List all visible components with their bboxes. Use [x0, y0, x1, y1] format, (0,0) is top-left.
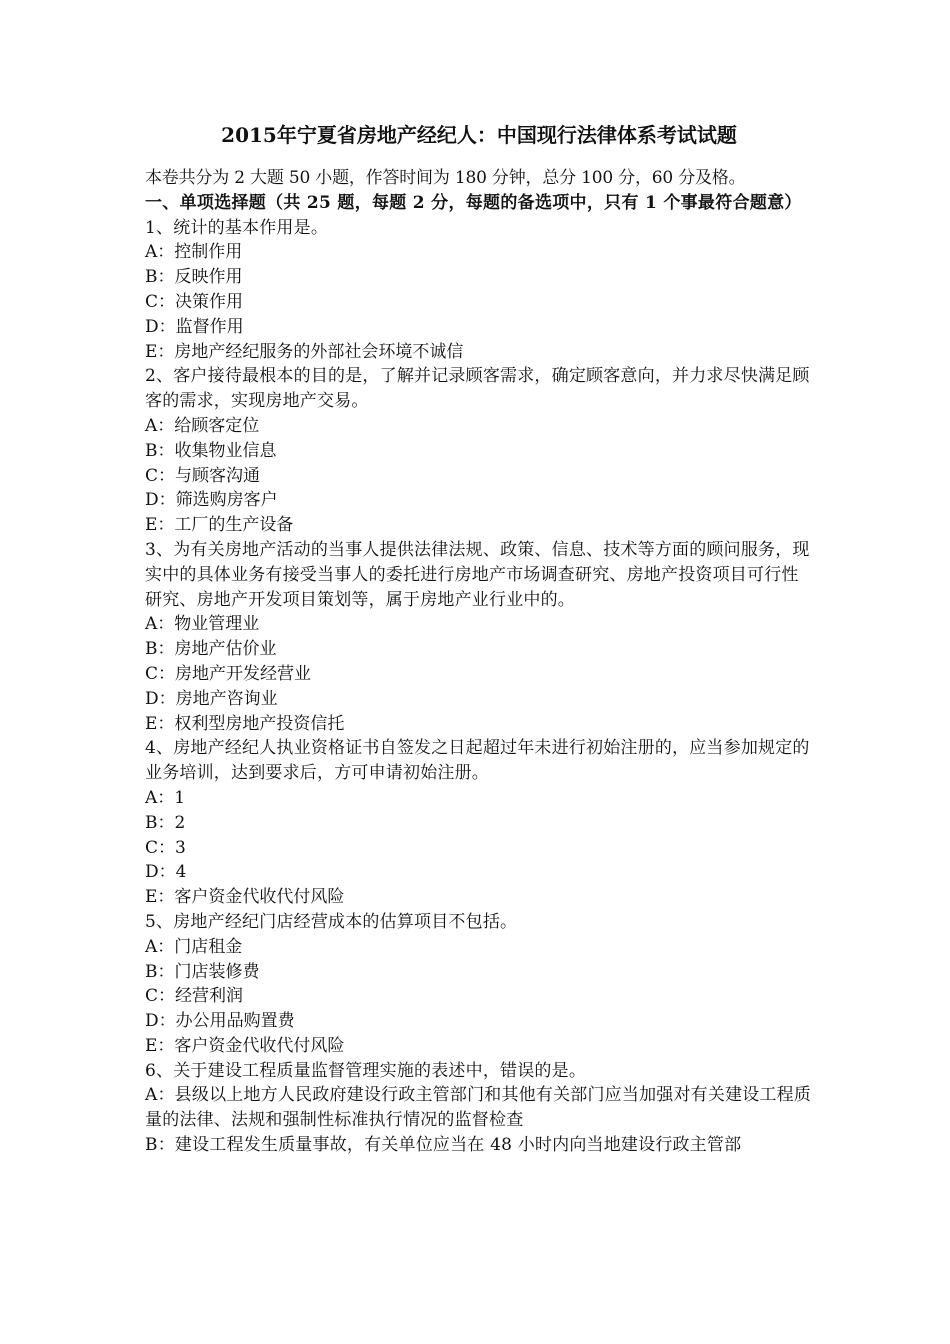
- question-block: [145, 538, 813, 736]
- answer-option: E：工厂的生产设备: [145, 515, 294, 536]
- answer-option: D：办公用品购置费: [145, 1011, 295, 1032]
- document-page: [145, 120, 813, 1158]
- question-block: [145, 364, 813, 538]
- answer-option: A：1: [145, 787, 186, 808]
- question-block: [145, 1059, 813, 1158]
- answer-option: B：房地产估价业: [145, 639, 277, 660]
- answer-option: E：权利型房地产投资信托: [145, 713, 345, 734]
- section-heading: 一、单项选择题（共 25 题，每题 2 分，每题的备选项中，只有 1 个事最符合题意）: [145, 192, 802, 213]
- answer-option: C：决策作用: [145, 291, 244, 312]
- answer-option: A：门店租金: [145, 936, 243, 957]
- exam-intro: 本卷共分为 2 大题 50 小题，作答时间为 180 分钟，总分 100 分，60 分及格。: [145, 168, 746, 188]
- document-title: 2015年宁夏省房地产经纪人：中国现行法律体系考试试题: [221, 123, 737, 147]
- answer-option: B：2: [145, 812, 186, 833]
- answer-option: B：门店装修费: [145, 961, 260, 982]
- question-stem: 5、房地产经纪门店经营成本的估算项目不包括。: [145, 911, 518, 932]
- answer-option: A：控制作用: [145, 242, 243, 263]
- answer-option: D：筛选购房客户: [145, 490, 278, 511]
- answer-option: E：房地产经纪服务的外部社会环境不诚信: [145, 341, 464, 362]
- answer-option: C：3: [145, 837, 186, 858]
- answer-option: D：监督作用: [145, 316, 244, 337]
- answer-option: B：反映作用: [145, 267, 243, 288]
- question-block: [145, 736, 813, 910]
- question-block: [145, 216, 813, 365]
- answer-option: D：房地产咨询业: [145, 688, 278, 709]
- answer-option: C：与顾客沟通: [145, 465, 261, 486]
- question-stem: 1、统计的基本作用是。: [145, 217, 329, 238]
- question-stem: 6、关于建设工程质量监督管理实施的表述中，错误的是。: [145, 1060, 587, 1081]
- question-stem: 3、为有关房地产活动的当事人提供法律法规、政策、信息、技术等方面的顾问服务，现实中的具体业务有接受当事人的委托进行房地产市场调查研究、房地产投资项目可行性研究、房地产开发项目策划等，属于房地产业行业中的。: [145, 539, 810, 610]
- answer-option: B：收集物业信息: [145, 440, 277, 461]
- answer-option: B：建设工程发生质量事故，有关单位应当在 48 小时内向当地建设行政主管部: [145, 1135, 742, 1156]
- answer-option: A：县级以上地方人民政府建设行政主管部门和其他有关部门应当加强对有关建设工程质量的法律、法规和强制性标准执行情况的监督检查: [145, 1085, 812, 1131]
- answer-option: E：客户资金代收代付风险: [145, 887, 345, 908]
- answer-option: C：经营利润: [145, 986, 244, 1007]
- answer-option: E：客户资金代收代付风险: [145, 1035, 345, 1056]
- answer-option: D：4: [145, 862, 187, 883]
- question-block: [145, 910, 813, 1059]
- answer-option: A：给顾客定位: [145, 415, 260, 436]
- answer-option: A：物业管理业: [145, 614, 260, 635]
- question-stem: 2、客户接待最根本的目的是，了解并记录顾客需求，确定顾客意向，并力求尽快满足顾客的需求，实现房地产交易。: [145, 366, 810, 412]
- question-list: [145, 216, 813, 1158]
- question-stem: 4、房地产经纪人执业资格证书自签发之日起超过年未进行初始注册的，应当参加规定的业务培训，达到要求后，方可申请初始注册。: [145, 738, 810, 784]
- answer-option: C：房地产开发经营业: [145, 663, 312, 684]
